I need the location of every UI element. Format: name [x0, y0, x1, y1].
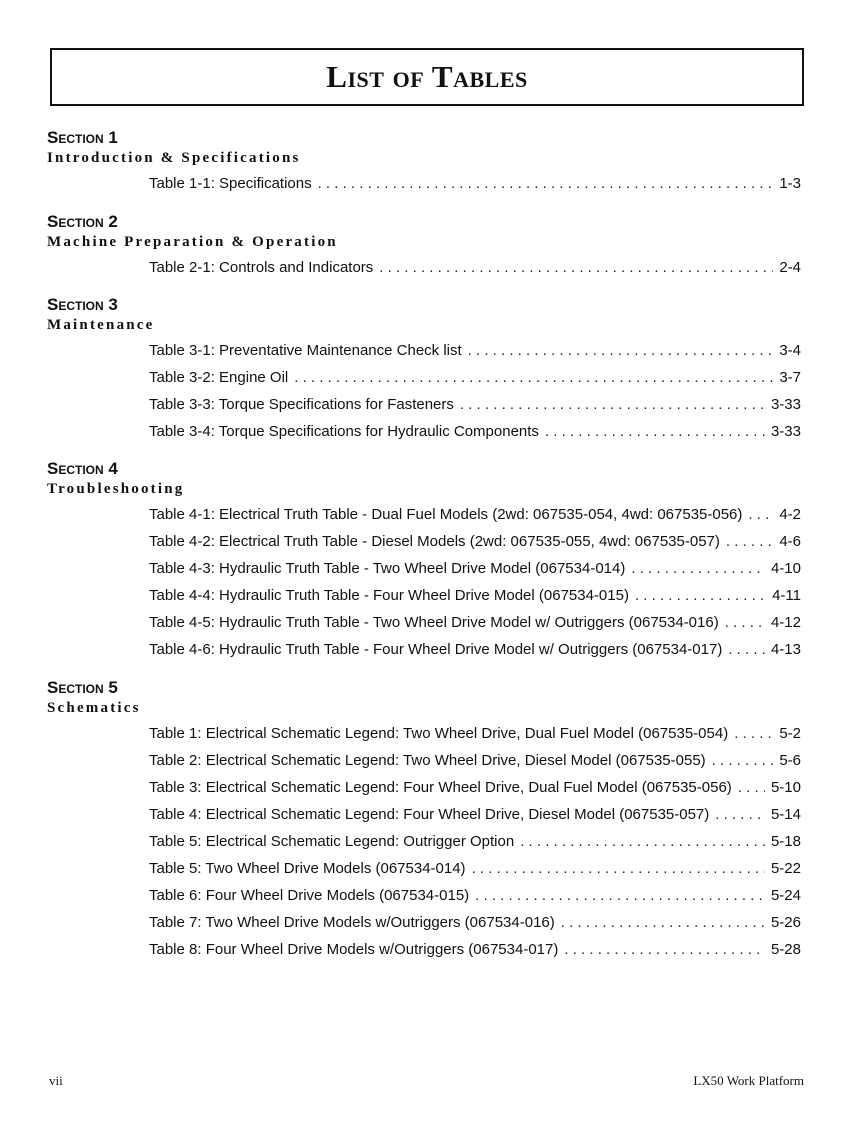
toc-entry-text: Table 4-4: Hydraulic Truth Table - Four Wheel Drive Model (067534-015) — [149, 587, 629, 604]
page-title: List of Tables — [326, 59, 528, 94]
dot-leader — [472, 855, 765, 882]
section-name: Maintenance — [47, 317, 155, 333]
toc-entry-text: Table 5: Two Wheel Drive Models (067534-014) — [149, 860, 466, 877]
dot-leader — [635, 582, 766, 609]
dot-leader — [520, 828, 765, 855]
dot-leader — [715, 801, 765, 828]
dot-leader — [468, 337, 774, 364]
footer-page-number: vii — [49, 1073, 63, 1088]
toc-entry-page: 3-4 — [779, 342, 801, 359]
section-label: Section 5 — [47, 678, 118, 697]
toc-entry-text: Table 4-5: Hydraulic Truth Table - Two Wheel Drive Model w/ Outriggers (067534-016) — [149, 614, 719, 631]
toc-entry[interactable] — [149, 636, 801, 663]
toc-entry-text: Table 3-1: Preventative Maintenance Check list — [149, 342, 462, 359]
toc-entry[interactable] — [149, 609, 801, 636]
dot-leader — [318, 170, 774, 197]
dot-leader — [734, 720, 773, 747]
toc-entry[interactable] — [149, 555, 801, 582]
toc-entry-text: Table 4-1: Electrical Truth Table - Dual Fuel Models (2wd: 067535-054, 4wd: 067535-056) — [149, 506, 743, 523]
dot-leader — [631, 555, 765, 582]
toc-entry-page: 5-14 — [770, 806, 801, 823]
section-label: Section 3 — [47, 295, 118, 314]
section-4 — [47, 459, 807, 663]
section-5 — [47, 678, 807, 963]
dot-leader — [738, 774, 765, 801]
section-label: Section 4 — [47, 459, 118, 478]
toc-entry-page: 5-26 — [770, 914, 801, 931]
toc-entry-page: 2-4 — [779, 259, 801, 276]
toc-entry-text: Table 5: Electrical Schematic Legend: Outrigger Option — [149, 833, 515, 850]
section-label: Section 2 — [47, 212, 118, 231]
section-2 — [47, 212, 807, 281]
toc-entry-page: 1-3 — [779, 175, 801, 192]
section-label: Section 1 — [47, 128, 118, 147]
toc-entry-page: 4-12 — [770, 614, 801, 631]
toc-entry-text: Table 1: Electrical Schematic Legend: Two Wheel Drive, Dual Fuel Model (067535-054) — [149, 725, 729, 742]
toc-entry-page: 3-33 — [770, 396, 801, 413]
toc-entry-text: Table 7: Two Wheel Drive Models w/Outriggers (067534-016) — [149, 914, 555, 931]
toc-entry[interactable] — [149, 855, 801, 882]
toc-entry-text: Table 4-3: Hydraulic Truth Table - Two Wheel Drive Model (067534-014) — [149, 560, 626, 577]
dot-leader — [725, 609, 765, 636]
toc-entry[interactable] — [149, 170, 801, 197]
section-name: Schematics — [47, 700, 141, 716]
toc-entry[interactable] — [149, 254, 801, 281]
toc-entry[interactable] — [149, 337, 801, 364]
toc-entry[interactable] — [149, 501, 801, 528]
toc-entry[interactable] — [149, 882, 801, 909]
dot-leader — [712, 747, 774, 774]
toc-entry-page: 4-13 — [770, 641, 801, 658]
toc-entry-page: 4-2 — [779, 506, 801, 523]
toc-entry[interactable] — [149, 391, 801, 418]
section-1 — [47, 128, 807, 197]
section-name: Machine Preparation & Operation — [47, 234, 338, 250]
toc-entry-text: Table 8: Four Wheel Drive Models w/Outriggers (067534-017) — [149, 941, 559, 958]
footer-document-name: LX50 Work Platform — [693, 1073, 804, 1088]
toc-entry-text: Table 3: Electrical Schematic Legend: Four Wheel Drive, Dual Fuel Model (067535-056) — [149, 779, 732, 796]
title-box — [50, 48, 804, 106]
dot-leader — [726, 528, 773, 555]
toc-entry-page: 4-10 — [770, 560, 801, 577]
toc-entry-text: Table 3-3: Torque Specifications for Fasteners — [149, 396, 454, 413]
toc-entry[interactable] — [149, 936, 801, 963]
toc-entry[interactable] — [149, 418, 801, 445]
dot-leader — [561, 909, 765, 936]
dot-leader — [748, 501, 773, 528]
toc-entry[interactable] — [149, 801, 801, 828]
toc-entry-text: Table 2-1: Controls and Indicators — [149, 259, 374, 276]
toc-entry-page: 5-2 — [779, 725, 801, 742]
toc-entry-text: Table 4: Electrical Schematic Legend: Four Wheel Drive, Diesel Model (067535-057) — [149, 806, 710, 823]
toc-entry-text: Table 4-2: Electrical Truth Table - Diesel Models (2wd: 067535-055, 4wd: 067535-057) — [149, 533, 720, 550]
toc-entry[interactable] — [149, 909, 801, 936]
toc-entry-text: Table 1-1: Specifications — [149, 175, 312, 192]
toc-entry[interactable] — [149, 720, 801, 747]
toc-entry-text: Table 3-2: Engine Oil — [149, 369, 289, 386]
toc-entry-page: 5-6 — [779, 752, 801, 769]
toc-entry-page: 4-6 — [779, 533, 801, 550]
dot-leader — [460, 391, 765, 418]
toc-entry-text: Table 6: Four Wheel Drive Models (067534-015) — [149, 887, 470, 904]
section-name: Introduction & Specifications — [47, 150, 301, 166]
section-name: Troubleshooting — [47, 481, 185, 497]
toc-entry[interactable] — [149, 747, 801, 774]
toc-entry[interactable] — [149, 828, 801, 855]
dot-leader — [545, 418, 765, 445]
toc-entry[interactable] — [149, 582, 801, 609]
dot-leader — [294, 364, 773, 391]
toc-entry-page: 5-10 — [770, 779, 801, 796]
toc-entry[interactable] — [149, 528, 801, 555]
toc-entry-page: 5-22 — [770, 860, 801, 877]
dot-leader — [379, 254, 773, 281]
toc-entry-page: 3-7 — [779, 369, 801, 386]
dot-leader — [475, 882, 765, 909]
toc-entry-page: 5-18 — [770, 833, 801, 850]
toc-entry-page: 3-33 — [770, 423, 801, 440]
toc-entry-text: Table 3-4: Torque Specifications for Hydraulic Components — [149, 423, 539, 440]
section-3 — [47, 295, 807, 445]
toc-entry-page: 4-11 — [772, 587, 801, 604]
toc-entry-text: Table 4-6: Hydraulic Truth Table - Four Wheel Drive Model w/ Outriggers (067534-017) — [149, 641, 723, 658]
toc-entry[interactable] — [149, 774, 801, 801]
dot-leader — [564, 936, 765, 963]
toc-entry[interactable] — [149, 364, 801, 391]
toc-entry-page: 5-24 — [770, 887, 801, 904]
toc-entry-page: 5-28 — [770, 941, 801, 958]
toc-entry-text: Table 2: Electrical Schematic Legend: Two Wheel Drive, Diesel Model (067535-055) — [149, 752, 706, 769]
dot-leader — [728, 636, 765, 663]
